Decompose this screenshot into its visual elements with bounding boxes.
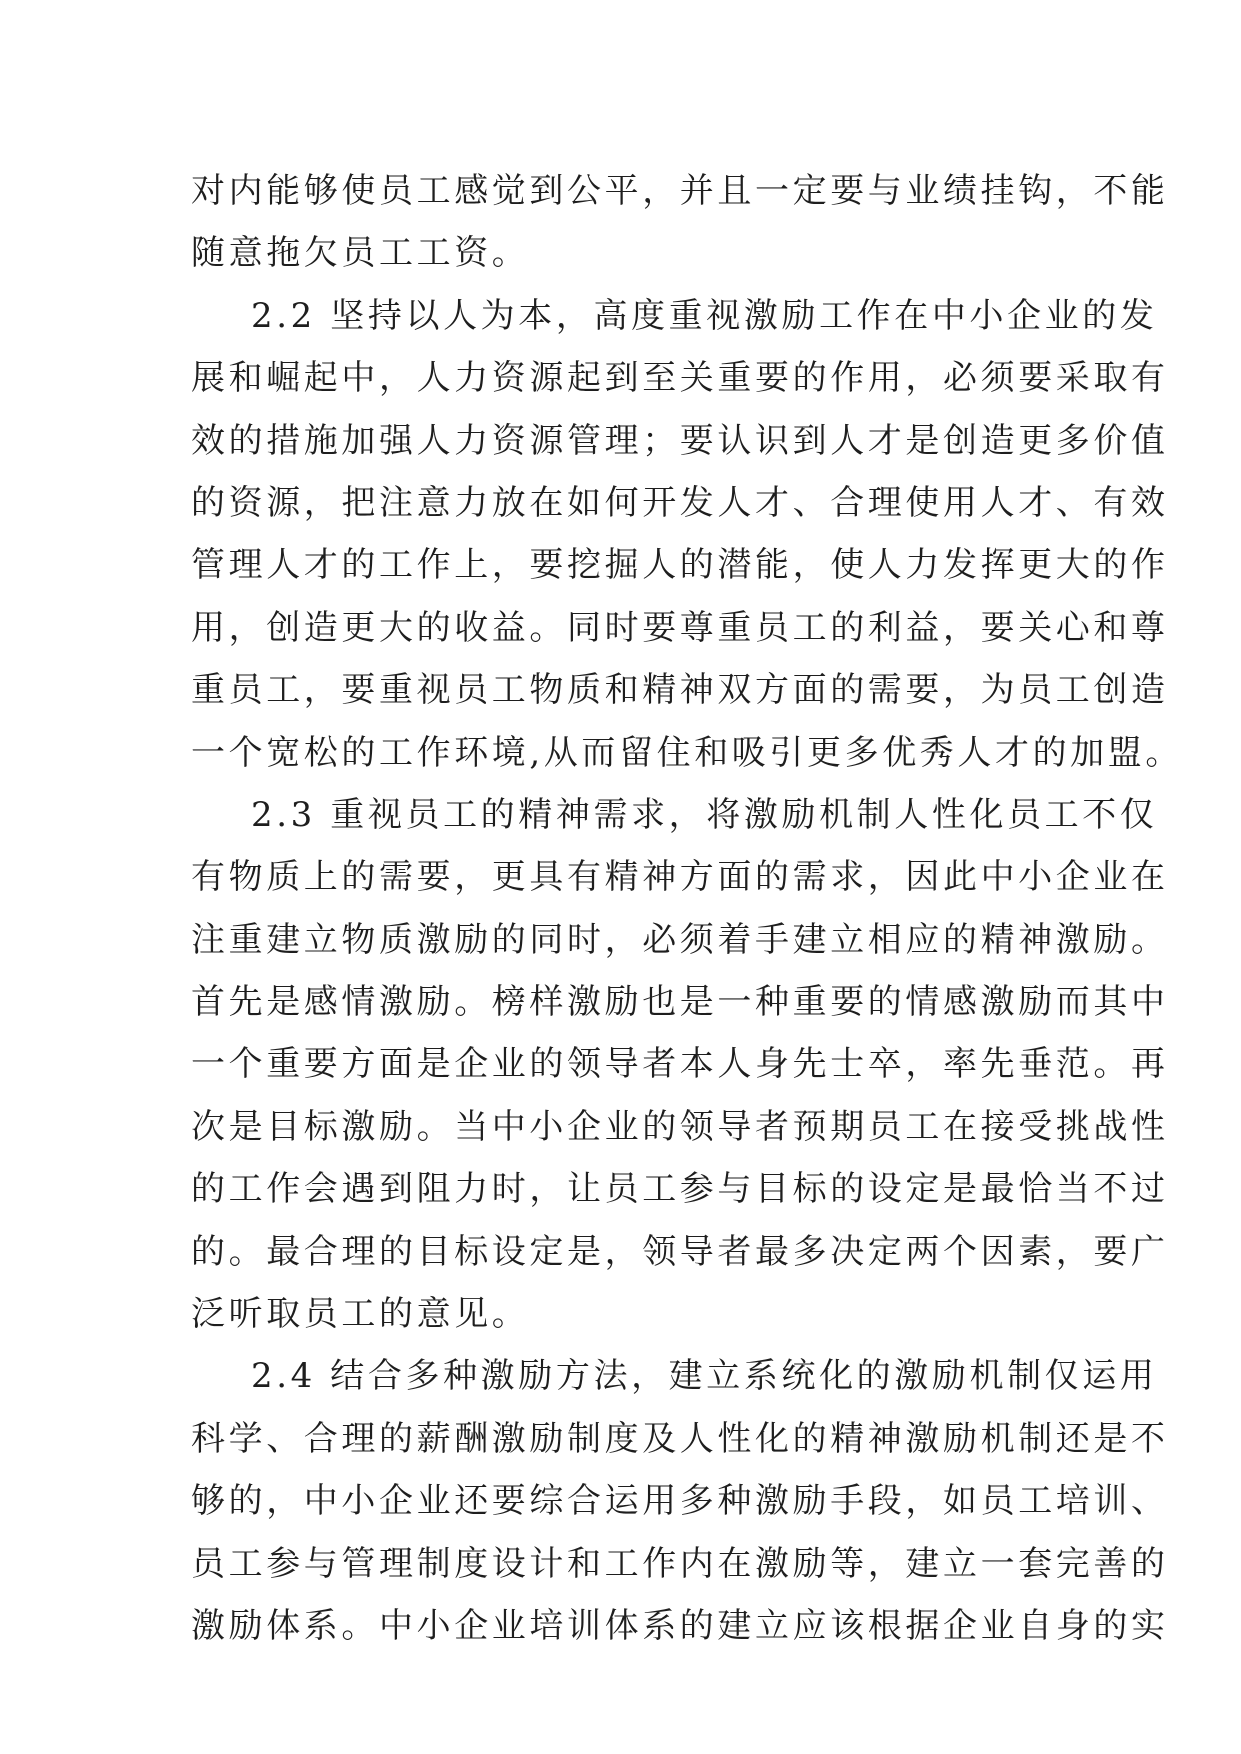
text-line: 重员工，要重视员工物质和精神双方面的需要，为员工创造 bbox=[191, 670, 1169, 711]
section-heading-2-4: 2.4 结合多种激励方法，建立系统化的激励机制仅运用 bbox=[251, 1356, 1158, 1397]
text-line: 首先是感情激励。榜样激励也是一种重要的情感激励而其中 bbox=[191, 982, 1169, 1023]
text-line: 的。最合理的目标设定是，领导者最多决定两个因素，要广 bbox=[191, 1231, 1169, 1272]
text-line: 激励体系。中小企业培训体系的建立应该根据企业自身的实 bbox=[191, 1605, 1169, 1646]
text-line: 次是目标激励。当中小企业的领导者预期员工在接受挑战性 bbox=[191, 1106, 1169, 1147]
text-line: 有物质上的需要，更具有精神方面的需求，因此中小企业在 bbox=[191, 857, 1169, 898]
text-line: 员工参与管理制度设计和工作内在激励等，建立一套完善的 bbox=[191, 1543, 1169, 1584]
text-line: 科学、合理的薪酬激励制度及人性化的精神激励机制还是不 bbox=[191, 1418, 1169, 1459]
text-line: 展和崛起中，人力资源起到至关重要的作用，必须要采取有 bbox=[191, 358, 1169, 399]
section-heading-2-2: 2.2 坚持以人为本，高度重视激励工作在中小企业的发 bbox=[251, 295, 1158, 336]
text-line: 一个重要方面是企业的领导者本人身先士卒，率先垂范。再 bbox=[191, 1044, 1169, 1085]
text-line: 管理人才的工作上，要挖掘人的潜能，使人力发挥更大的作 bbox=[191, 545, 1169, 586]
text-line: 注重建立物质激励的同时，必须着手建立相应的精神激励。 bbox=[191, 919, 1169, 960]
text-line: 一个宽松的工作环境,从而留住和吸引更多优秀人才的加盟。 bbox=[191, 732, 1184, 773]
text-line: 随意拖欠员工工资。 bbox=[191, 233, 530, 274]
text-line: 够的，中小企业还要综合运用多种激励手段，如员工培训、 bbox=[191, 1481, 1169, 1522]
text-line: 用，创造更大的收益。同时要尊重员工的利益，要关心和尊 bbox=[191, 607, 1169, 648]
text-line: 对内能够使员工感觉到公平，并且一定要与业绩挂钩，不能 bbox=[191, 171, 1169, 211]
text-line: 效的措施加强人力资源管理；要认识到人才是创造更多价值 bbox=[191, 420, 1169, 461]
body-text bbox=[191, 160, 1184, 1657]
text-line: 的资源，把注意力放在如何开发人才、合理使用人才、有效 bbox=[191, 482, 1169, 523]
text-line: 的工作会遇到阻力时，让员工参与目标的设定是最恰当不过 bbox=[191, 1169, 1169, 1210]
text-line: 泛听取员工的意见。 bbox=[191, 1294, 530, 1335]
section-heading-2-3: 2.3 重视员工的精神需求，将激励机制人性化员工不仅 bbox=[251, 794, 1158, 835]
